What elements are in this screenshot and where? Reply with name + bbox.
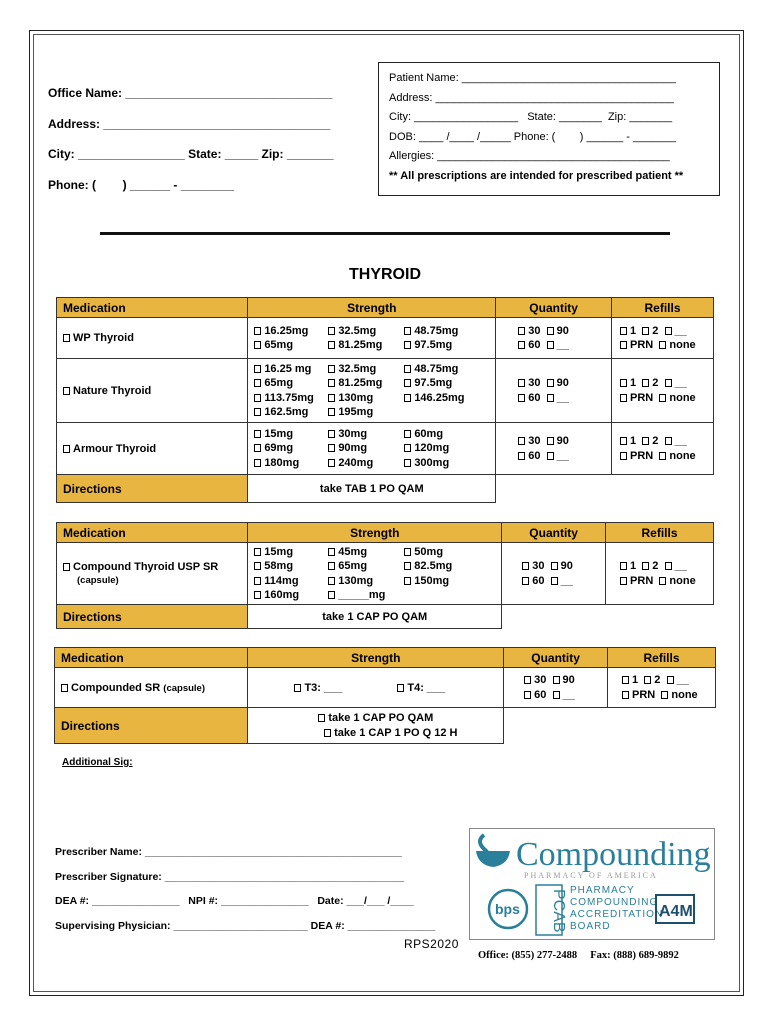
strength-option[interactable]: 300mg <box>404 456 480 471</box>
checkbox[interactable] <box>61 684 68 692</box>
mortar-icon <box>476 851 510 867</box>
strength-option[interactable]: 180mg <box>254 456 328 471</box>
quantity-header: Quantity <box>496 298 612 318</box>
checkbox[interactable] <box>63 387 70 395</box>
pcab-text: PCAB <box>550 889 567 933</box>
quantity-header: Quantity <box>502 523 606 543</box>
strength-option[interactable]: 15mg <box>254 427 328 442</box>
strength-option[interactable]: 69mg <box>254 441 328 456</box>
strength-header: Strength <box>248 648 504 668</box>
med-wp-thyroid[interactable] <box>57 318 248 359</box>
accreditation-logo <box>469 828 715 940</box>
refill-options[interactable]: 1 2 __ PRN none <box>620 434 707 463</box>
strength-option[interactable]: 16.25 mg <box>254 362 328 377</box>
page-title: THYROID <box>349 266 421 283</box>
strength-grid <box>254 324 489 353</box>
tagline-text: PHARMACY OF AMERICA <box>524 871 658 880</box>
refills-header: Refills <box>612 298 714 318</box>
med-compounded-sr[interactable] <box>55 668 248 708</box>
strength-option[interactable]: 82.5mg <box>404 559 480 574</box>
directions-value[interactable]: take 1 CAP PO QAM <box>248 605 502 629</box>
patient-dob-field[interactable]: DOB: ____ /____ /_____ Phone: ( ) ______ - _______ <box>389 130 676 143</box>
strength-header: Strength <box>248 523 502 543</box>
strength-option[interactable]: 146.25mg <box>404 391 480 406</box>
thyroid-table-2 <box>56 522 714 629</box>
prescriber-signature-field[interactable]: Prescriber Signature: _________________________________________ <box>55 870 405 883</box>
patient-address-field[interactable]: Address: _______________________________________ <box>389 91 675 104</box>
t3-option[interactable]: T3: ___ <box>294 682 342 694</box>
strength-option[interactable]: 48.75mg <box>404 362 480 377</box>
quantity-options[interactable]: 30 90 60 __ <box>518 376 605 405</box>
prescriber-name-field[interactable]: Prescriber Name: ____________________________________________ <box>55 846 402 858</box>
additional-sig-label[interactable]: Additional Sig: <box>62 757 133 768</box>
strength-option[interactable]: 45mg <box>328 545 404 560</box>
patient-note: ** All prescriptions are intended for prescribed patient ** <box>389 169 684 182</box>
office-name-field[interactable]: Office Name: _______________________________ <box>48 86 333 100</box>
prescriber-info <box>55 840 435 938</box>
strength-option[interactable]: 97.5mg <box>404 376 480 391</box>
strength-option[interactable]: 81.25mg <box>328 376 404 391</box>
thyroid-table-3 <box>54 647 716 744</box>
strength-option[interactable]: 81.25mg <box>328 338 404 353</box>
directions-options <box>248 708 504 744</box>
strength-option[interactable]: 195mg <box>328 405 404 420</box>
direction-option[interactable]: take 1 CAP 1 PO Q 12 H <box>294 727 457 739</box>
dea-npi-date-field[interactable]: DEA #: _______________ NPI #: _______________ Date: ___/___ /____ <box>55 895 414 907</box>
office-address-field[interactable]: Address: __________________________________ <box>48 116 331 131</box>
strength-option[interactable]: 240mg <box>328 456 404 471</box>
a4m-text: A4M <box>659 903 693 920</box>
quantity-header: Quantity <box>504 648 608 668</box>
strength-option[interactable]: 130mg <box>328 391 404 406</box>
strength-option[interactable]: 150mg <box>404 574 480 589</box>
refills-header: Refills <box>608 648 716 668</box>
contact-info: Office: (855) 277-2488 Fax: (888) 689-9892 <box>478 950 679 961</box>
directions-label: Directions <box>55 708 248 744</box>
directions-value[interactable]: take TAB 1 PO QAM <box>248 475 496 503</box>
med-nature-thyroid[interactable] <box>57 359 248 423</box>
strength-grid <box>254 427 489 471</box>
brand-text: Compounding <box>516 836 711 873</box>
strength-option[interactable]: 65mg <box>328 559 404 574</box>
strength-option[interactable]: 114mg <box>254 574 328 589</box>
strength-option[interactable]: 58mg <box>254 559 328 574</box>
strength-option[interactable]: 16.25mg <box>254 324 328 339</box>
supervising-physician-field[interactable]: Supervising Physician: _______________________ DEA #: _______________ <box>55 919 436 932</box>
office-info <box>48 78 334 200</box>
patient-info-box <box>378 62 720 196</box>
refill-options[interactable]: 1 2 __ PRN none <box>620 324 707 353</box>
strength-option[interactable]: 97.5mg <box>404 338 480 353</box>
medication-header: Medication <box>57 298 248 318</box>
med-label: Armour Thyroid <box>73 442 157 455</box>
directions-label: Directions <box>57 475 248 503</box>
med-sublabel: (capsule) <box>163 682 205 694</box>
checkbox[interactable] <box>63 445 70 453</box>
checkbox[interactable] <box>63 563 70 571</box>
strength-option[interactable]: 32.5mg <box>328 324 404 339</box>
med-armour-thyroid[interactable] <box>57 423 248 475</box>
refill-options[interactable]: 1 2 __ PRN none <box>622 673 709 702</box>
patient-name-field[interactable]: Patient Name: ___________________________________ <box>389 72 676 84</box>
strength-option[interactable]: 65mg <box>254 376 328 391</box>
office-city-field[interactable]: City: ________________ State: _____ Zip: _______ <box>48 147 334 161</box>
med-compound-thyroid[interactable] <box>57 543 248 605</box>
quantity-options[interactable]: 30 90 60 __ <box>518 324 605 353</box>
strength-option[interactable]: 130mg <box>328 574 404 589</box>
checkbox[interactable] <box>63 334 70 342</box>
logo-graphic <box>470 829 716 941</box>
divider <box>100 232 670 235</box>
med-label: Compound Thyroid USP SR <box>73 560 219 573</box>
medication-header: Medication <box>57 523 248 543</box>
med-label: WP Thyroid <box>73 332 134 344</box>
strength-grid <box>254 362 489 420</box>
strength-header: Strength <box>248 298 496 318</box>
med-sublabel: (capsule) <box>77 574 119 586</box>
board-line-3: ACCREDITATION <box>570 909 664 920</box>
refill-options[interactable]: 1 2 __ PRN none <box>620 376 707 405</box>
bps-text: bps <box>495 901 520 917</box>
strength-option[interactable]: 160mg <box>254 588 328 603</box>
direction-option[interactable]: take 1 CAP PO QAM <box>318 712 433 724</box>
medication-header: Medication <box>55 648 248 668</box>
t4-option[interactable]: T4: ___ <box>397 682 445 694</box>
strength-option[interactable]: 32.5mg <box>328 362 404 377</box>
quantity-options[interactable]: 30 90 60 __ <box>518 434 605 463</box>
quantity-options[interactable]: 30 90 60 __ <box>522 559 599 588</box>
quantity-options[interactable]: 30 90 60 __ <box>524 673 601 702</box>
office-phone-field[interactable]: Phone: ( ) ______ - ________ <box>48 177 235 192</box>
strength-option[interactable]: 162.5mg <box>254 405 328 420</box>
strength-option[interactable]: 48.75mg <box>404 324 480 339</box>
strength-option[interactable]: 60mg <box>404 427 480 442</box>
strength-option[interactable]: 120mg <box>404 441 480 456</box>
patient-allergies-field[interactable]: Allergies: ______________________________________ <box>389 150 670 162</box>
refill-options[interactable]: 1 2 __ PRN none <box>620 559 707 588</box>
strength-option[interactable]: _____mg <box>328 588 404 603</box>
board-line-4: BOARD <box>570 921 611 932</box>
strength-grid <box>254 545 495 603</box>
directions-label: Directions <box>57 605 248 629</box>
board-line-2: COMPOUNDING <box>570 897 659 908</box>
strength-option[interactable]: 65mg <box>254 338 328 353</box>
med-label: Nature Thyroid <box>73 384 152 397</box>
refills-header: Refills <box>606 523 714 543</box>
form-code: RPS2020 <box>404 937 459 951</box>
strength-option[interactable]: 15mg <box>254 545 328 560</box>
strength-option[interactable]: 30mg <box>328 427 404 442</box>
board-line-1: PHARMACY <box>570 885 635 896</box>
patient-city-field[interactable]: City: _________________ State: _______ Zip: _______ <box>389 111 673 123</box>
thyroid-table-1 <box>56 297 714 503</box>
strength-option[interactable]: 113.75mg <box>254 391 328 406</box>
strength-option[interactable]: 50mg <box>404 545 480 560</box>
med-label: Compounded SR <box>71 681 161 694</box>
strength-option[interactable]: 90mg <box>328 441 404 456</box>
